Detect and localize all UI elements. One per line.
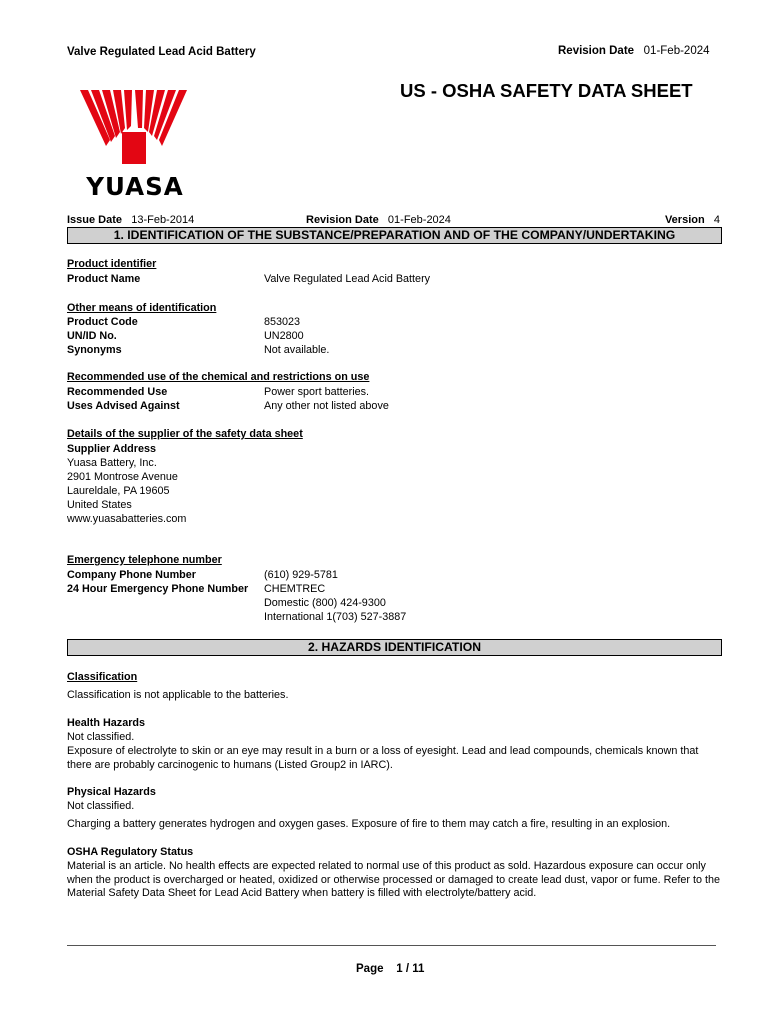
supplier-city: Laureldale, PA 19605 [67, 485, 170, 497]
supplier-company: Yuasa Battery, Inc. [67, 457, 157, 469]
issue-date-value: 13-Feb-2014 [131, 214, 195, 226]
version [665, 214, 720, 226]
emergency-provider: CHEMTREC [264, 583, 326, 595]
supplier-street: 2901 Montrose Avenue [67, 471, 178, 483]
health-hazards-text: Exposure of electrolyte to skin or an eye may result in a burn or a loss of eyesight. Lead and lead compounds, chemicals known that there are probably carcinogenic to humans (Listed Group2 in IARC). [67, 745, 699, 771]
health-not-classified: Not classified. [67, 731, 135, 743]
physical-hazards-text: Charging a battery generates hydrogen and oxygen gases. Exposure of fire to them may catch a fire, resulting in an explosion. [67, 818, 671, 830]
synonyms-label: Synonyms [67, 344, 122, 356]
page-number [356, 963, 424, 975]
un-id-value: UN2800 [264, 330, 304, 342]
uses-advised-against-value: Any other not listed above [264, 400, 389, 412]
health-hazards-heading: Health Hazards [67, 717, 146, 729]
section-1-header: 1. IDENTIFICATION OF THE SUBSTANCE/PREPARATION AND OF THE COMPANY/UNDERTAKING [67, 227, 722, 244]
logo-wordmark: YUASA [86, 172, 184, 201]
issue-date-label: Issue Date [67, 214, 123, 226]
recommended-use-heading: Recommended use of the chemical and restrictions on use [67, 371, 370, 383]
page-value: 1 / 11 [396, 963, 425, 975]
uses-advised-against-label: Uses Advised Against [67, 400, 180, 412]
header-revision [558, 45, 710, 57]
osha-status-heading: OSHA Regulatory Status [67, 846, 194, 858]
company-phone-label: Company Phone Number [67, 569, 196, 581]
yuasa-logo [80, 90, 190, 200]
physical-not-classified: Not classified. [67, 800, 135, 812]
emergency-heading: Emergency telephone number [67, 554, 222, 566]
product-code-value: 853023 [264, 316, 301, 328]
header-revision-value: 01-Feb-2024 [643, 45, 710, 57]
un-id-label: UN/ID No. [67, 330, 117, 342]
product-identifier-heading: Product identifier [67, 258, 157, 270]
company-phone-value: (610) 929-5781 [264, 569, 338, 581]
recommended-use-label: Recommended Use [67, 386, 168, 398]
classification-text: Classification is not applicable to the batteries. [67, 689, 289, 701]
osha-status-text: Material is an article. No health effects are expected related to normal use of this product as sold. Hazardous exposure can occur only when the product is overcharged or heated, oxidized or otherwise processed or damaged to create lead dust, vapor or fume. Refer to the Material Safety Data Sheet for Lead Acid Battery when battery is filled with electrolyte/battery acid. [67, 860, 720, 900]
emergency-international: International 1(703) 527-3887 [264, 611, 407, 623]
header-revision-label: Revision Date [558, 45, 635, 57]
emergency-domestic: Domestic (800) 424-9300 [264, 597, 386, 609]
supplier-website[interactable]: www.yuasabatteries.com [67, 513, 187, 525]
footer-divider [67, 945, 716, 946]
issue-date [67, 214, 194, 226]
product-name-value: Valve Regulated Lead Acid Battery [264, 273, 431, 285]
supplier-country: United States [67, 499, 132, 511]
physical-hazards-heading: Physical Hazards [67, 786, 156, 798]
meta-revision-value: 01-Feb-2024 [387, 214, 451, 226]
version-label: Version [664, 214, 705, 226]
document-title: US - OSHA SAFETY DATA SHEET [400, 80, 693, 101]
meta-revision-label: Revision Date [306, 214, 379, 226]
header-product-name: Valve Regulated Lead Acid Battery [67, 46, 256, 58]
version-value: 4 [713, 214, 720, 226]
section-2-header: 2. HAZARDS IDENTIFICATION [67, 639, 722, 656]
emergency-phone-label: 24 Hour Emergency Phone Number [67, 583, 249, 595]
meta-revision-date [306, 214, 451, 226]
supplier-heading: Details of the supplier of the safety data sheet [67, 428, 303, 440]
page-label: Page [356, 963, 384, 975]
yuasa-emblem-icon [80, 90, 190, 170]
classification-heading: Classification [67, 671, 138, 683]
product-code-label: Product Code [67, 316, 138, 328]
synonyms-value: Not available. [264, 344, 330, 356]
supplier-address-label: Supplier Address [67, 443, 156, 455]
product-name-label: Product Name [67, 273, 141, 285]
other-means-heading: Other means of identification [67, 302, 217, 314]
recommended-use-value: Power sport batteries. [264, 386, 370, 398]
